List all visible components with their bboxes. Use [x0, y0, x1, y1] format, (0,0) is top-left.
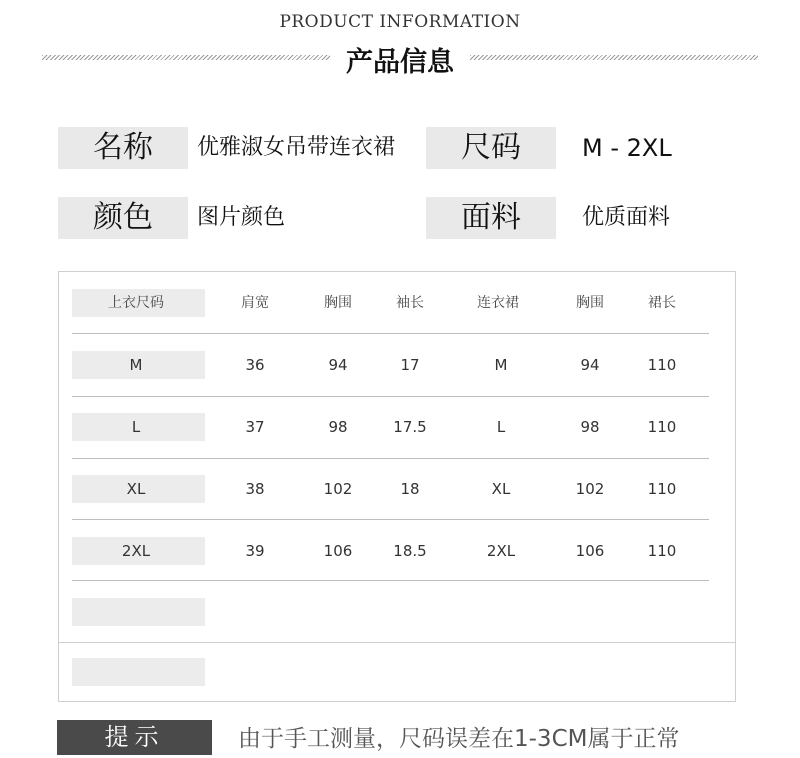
table-cell: L: [131, 418, 141, 436]
fabric-value: 优质面料: [582, 205, 671, 230]
table-cell: 106: [575, 542, 605, 560]
row-divider: [72, 396, 709, 397]
table-cell: 110: [647, 356, 677, 374]
table-cell: 94: [580, 356, 600, 374]
size-value: M - 2XL: [582, 134, 672, 162]
table-cell: 94: [328, 356, 348, 374]
tip-text: 由于手工测量，尺码误差在1-3CM属于正常: [238, 726, 680, 752]
name-label: 名称: [58, 127, 188, 169]
empty-row-label-bg: [72, 658, 205, 686]
table-cell: 39: [245, 542, 265, 560]
table-cell: 110: [647, 480, 677, 498]
color-value: 图片颜色: [197, 205, 286, 230]
row-divider: [72, 458, 709, 459]
table-cell: 98: [328, 418, 348, 436]
table-cell: 37: [245, 418, 265, 436]
color-label: 颜色: [58, 197, 188, 239]
fabric-label: 面料: [426, 197, 556, 239]
table-cell: 36: [245, 356, 265, 374]
table-cell: 38: [245, 480, 265, 498]
tip-label: 提示: [57, 720, 212, 755]
table-cell: XL: [126, 480, 146, 498]
table-cell: M: [129, 356, 143, 374]
table-header-cell: 袖长: [396, 295, 424, 311]
table-header-cell: 上衣尺码: [108, 295, 164, 311]
name-value: 优雅淑女吊带连衣裙: [197, 135, 396, 160]
table-header-cell: 裙长: [648, 295, 676, 311]
table-cell: M: [494, 356, 508, 374]
table-cell: 18.5: [393, 542, 427, 560]
row-divider: [72, 580, 709, 581]
table-cell: 2XL: [121, 542, 151, 560]
table-cell: 2XL: [486, 542, 516, 560]
empty-row-label-bg: [72, 598, 205, 626]
table-cell: 106: [323, 542, 353, 560]
header-title-en: PRODUCT INFORMATION: [279, 12, 521, 32]
table-header-cell: 胸围: [324, 295, 352, 311]
table-cell: 102: [575, 480, 605, 498]
table-cell: 98: [580, 418, 600, 436]
table-cell: 17: [400, 356, 420, 374]
table-cell: L: [496, 418, 506, 436]
table-cell: 110: [647, 418, 677, 436]
row-divider: [58, 642, 736, 643]
table-cell: XL: [491, 480, 511, 498]
table-cell: 110: [647, 542, 677, 560]
header-title-cn: 产品信息: [346, 47, 454, 78]
table-header-cell: 连衣裙: [477, 295, 519, 311]
row-divider: [72, 333, 709, 334]
table-header-cell: 胸围: [576, 295, 604, 311]
table-cell: 102: [323, 480, 353, 498]
table-cell: 18: [400, 480, 420, 498]
table-cell: 17.5: [393, 418, 427, 436]
table-header-cell: 肩宽: [241, 295, 269, 311]
row-divider: [72, 519, 709, 520]
size-label: 尺码: [426, 127, 556, 169]
